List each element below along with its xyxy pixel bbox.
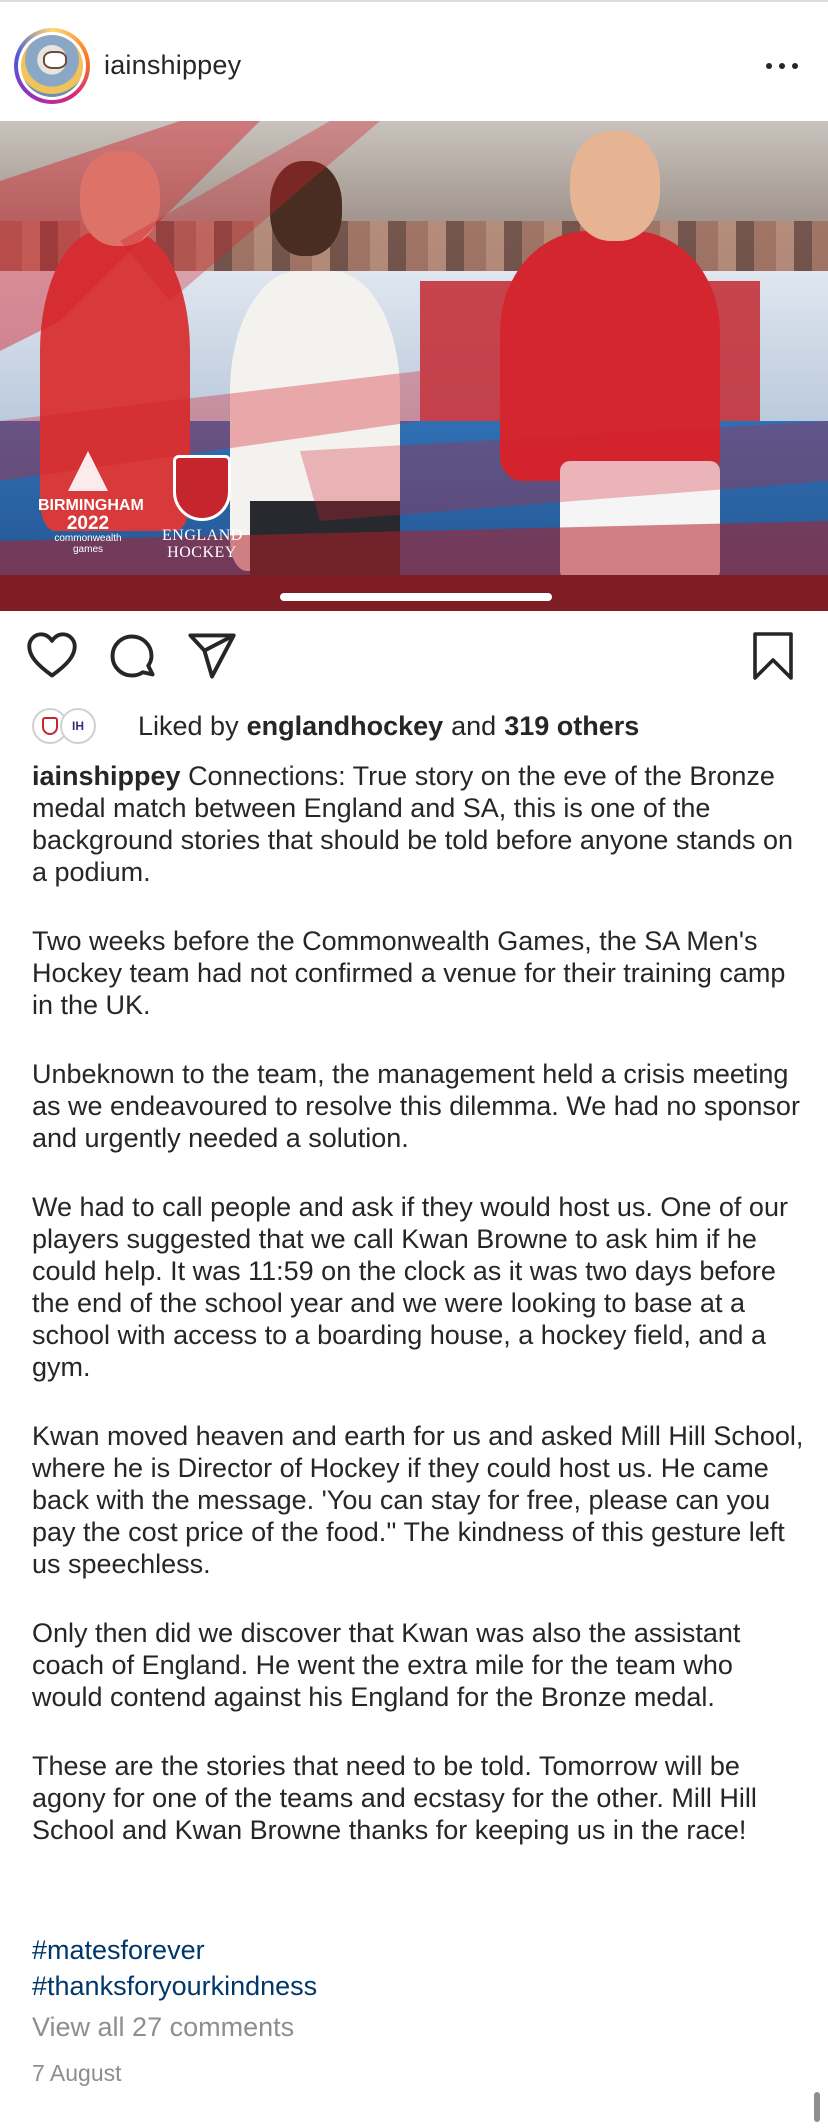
post-date: 7 August — [32, 2060, 122, 2086]
paper-plane-icon[interactable] — [186, 630, 238, 682]
hashtag-list — [32, 1932, 317, 2004]
caption-paragraph: We had to call people and ask if they would host us. One of our players suggested that we call Kwan Browne to ask him if he could help. It was 11:59 on the clock as it was two days before the end of the school year and we were looking to base at a school with access to a boarding house, a hockey field, and a gym. — [32, 1192, 788, 1382]
caption-paragraph: Unbeknown to the team, the management held a crisis meeting as we endeavoured to resolve this dilemma. We had no sponsor and urgently needed a solution. — [32, 1059, 800, 1153]
likes-summary[interactable] — [32, 708, 639, 744]
username-link[interactable]: iainshippey — [104, 50, 242, 80]
scrollbar[interactable] — [814, 2092, 820, 2122]
comment-icon[interactable] — [106, 630, 158, 682]
avatar-image — [21, 35, 83, 97]
caption-paragraph: Kwan moved heaven and earth for us and asked Mill Hill School, where he is Director of Hockey if they could host us. He came back with the message. 'You can stay for free, please can you pay the cost price of the food.'' The kindness of this gesture left us speechless. — [32, 1421, 804, 1579]
likes-prefix: Liked by — [138, 710, 239, 741]
more-options-icon[interactable] — [766, 56, 798, 76]
liker-avatar-second: IH — [60, 708, 96, 744]
caption-paragraph: Two weeks before the Commonwealth Games, the SA Men's Hockey team had not confirmed a venue for their training camp in the UK. — [32, 926, 786, 1020]
liker-username[interactable]: englandhockey — [246, 710, 444, 741]
likes-count[interactable]: 319 others — [504, 710, 640, 741]
caption-paragraph: iainshippey Connections: True story on the eve of the Bronze medal match between England and SA, this is one of the background stories that should be told before anyone stands on a podium. — [32, 761, 794, 887]
action-bar — [0, 630, 828, 690]
avatar[interactable] — [14, 28, 90, 104]
hashtag-link[interactable]: #thanksforyourkindness — [32, 1971, 318, 2001]
heart-icon[interactable] — [26, 630, 78, 682]
games-logo: BIRMINGHAM 2022 commonwealth games — [38, 451, 138, 555]
caption-paragraph: These are the stories that need to be told. Tomorrow will be agony for one of the teams and ecstasy for the other. Mill Hill School and Kwan Browne thanks for keeping us in the race! — [32, 1751, 757, 1845]
view-all-comments-link[interactable]: View all 27 comments — [32, 2012, 295, 2042]
likes-and: and — [451, 710, 497, 741]
caption-paragraph: Only then did we discover that Kwan was also the assistant coach of England. He went the extra mile for the team who would contend against his England for the Bronze medal. — [32, 1618, 741, 1712]
carousel-indicator — [280, 593, 552, 601]
team-logo: ENGLAND HOCKEY — [162, 455, 242, 561]
caption-username[interactable]: iainshippey — [32, 761, 181, 791]
liker-avatars — [32, 708, 98, 744]
post-caption — [32, 760, 808, 1883]
hashtag-link[interactable]: #matesforever — [32, 1935, 205, 1965]
post-image[interactable] — [0, 121, 828, 611]
post-header — [0, 0, 828, 120]
bookmark-icon[interactable] — [750, 630, 796, 682]
